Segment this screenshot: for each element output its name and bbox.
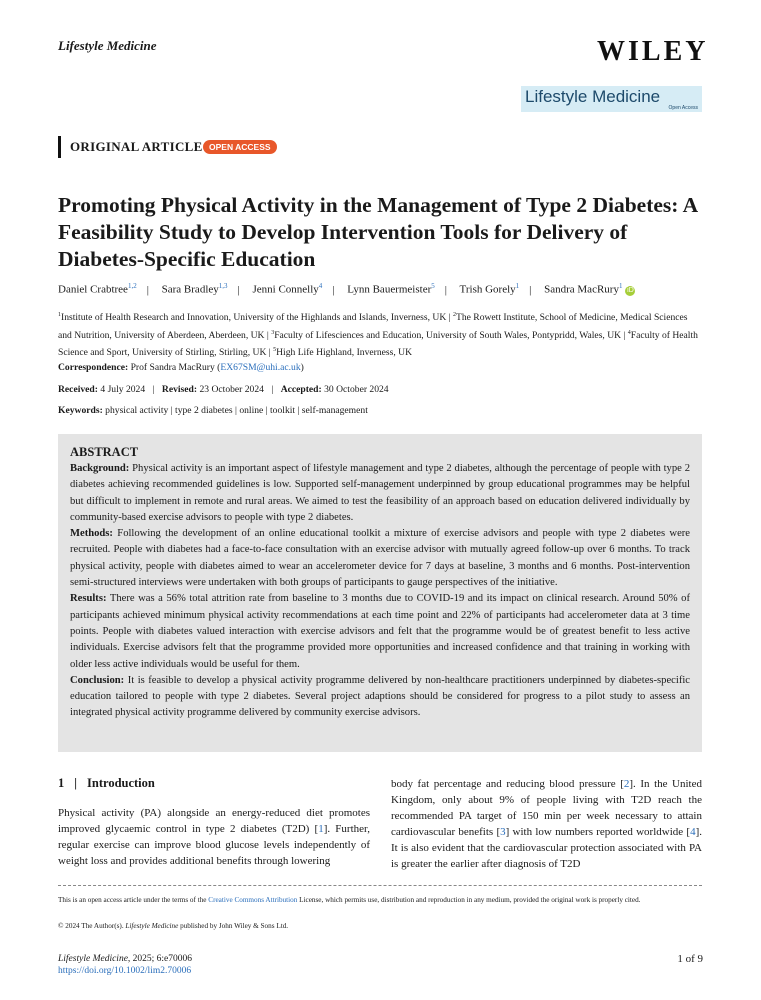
running-journal-title: Lifestyle Medicine xyxy=(58,38,157,53)
affiliation: Institute of Health Research and Innovation, University of the Highlands and Islands, Inverness, UK xyxy=(61,312,447,324)
author[interactable]: Sandra MacRury xyxy=(544,283,619,296)
article-dates: Received: 4 July 2024 | Revised: 23 October 2024 | Accepted: 30 October 2024 xyxy=(58,384,389,395)
keyword[interactable]: online xyxy=(239,405,264,416)
journal-logo-subtext: Open Access xyxy=(668,105,698,111)
citation-footer: Lifestyle Medicine, 2025; 6:e70006 https://doi.org/10.1002/lim2.70006 xyxy=(58,954,193,976)
author-affiliation-ref[interactable]: 5 xyxy=(431,282,435,290)
author-affiliation-ref[interactable]: 1,2 xyxy=(127,282,137,290)
doi-link[interactable]: https://doi.org/10.1002/lim2.70006 xyxy=(58,966,192,976)
correspondence: Correspondence: Prof Sandra MacRury (EX67SM@uhi.ac.uk) xyxy=(58,362,304,373)
journal-logo-text: Lifestyle Medicine xyxy=(525,87,661,106)
keyword[interactable]: toolkit xyxy=(270,405,296,416)
author[interactable]: Sara Bradley xyxy=(161,283,219,296)
abstract-conclusion: Conclusion: It is feasible to develop a physical activity programme delivered by non-healthcare practitioners underpinned by diabetes-specific education tailored to people with type 2 diabetes. Several project adaptions should be considered for progress to a pilot study to assess an integrated physical activity programme delivered by community exercise advisors. xyxy=(70,674,690,719)
keyword[interactable]: self-management xyxy=(301,405,368,416)
journal-logo xyxy=(521,86,702,112)
abstract-heading: ABSTRACT xyxy=(70,445,139,459)
affiliation: High Life Highland, Inverness, UK xyxy=(276,347,412,359)
article-type: ORIGINAL ARTICLE xyxy=(70,139,203,154)
affiliation: The Rowett Institute, School of Medicine, Medical Sciences and Nutrition, University of Aberdeen, Aberdeen, UK xyxy=(58,312,688,341)
keyword[interactable]: physical activity xyxy=(105,405,169,416)
orcid-icon[interactable]: iD xyxy=(627,286,634,294)
license-note: This is an open access article under the terms of the Creative Commons Attribution License, which permits use, distribution and reproduction in any medium, provided the original work is properly cited. xyxy=(58,896,641,904)
reference-link[interactable]: 1 xyxy=(318,823,324,835)
keywords: Keywords: physical activity | type 2 diabetes | online | toolkit | self-management xyxy=(58,405,368,416)
author[interactable]: Jenni Connelly xyxy=(252,283,319,296)
author-list: Daniel Crabtree$^{1,2}$ | Sara Bradley$^{1,3}$ | Jenni Connelly$^4$ | Lynn Bauermeister$^5$ | Trish Gorely$^1$ | Sandra MacRury$^1$iD xyxy=(58,282,634,296)
section-heading-introduction: 1 | Introduction xyxy=(58,776,155,790)
open-access-badge: OPEN ACCESS xyxy=(203,140,277,154)
body-column-left: Physical activity (PA) alongside an energy-reduced diet promotes improved glycaemic control in type 2 diabetes (T2D) [1]. Further, regular exercise can improve blood glucose levels independently of weight loss and provides additional benefits through lowering xyxy=(58,807,370,867)
affiliations: $^1$Institute of Health Research and Innovation, University of the Highlands and Islands, Inverness, UK | $^2$The Rowett Institute, School of Medicine, Medical Sciences and Nutrition, University of Aberdeen, Aberdeen, UK | $^3$Faculty of Lifesciences and Education, University of South Wales, Pontypridd, Wales, UK | $^4$Faculty of Health Science and Sport, University of Stirling, Stirling, UK | $^5$High Life Highland, Inverness, UK xyxy=(58,312,698,359)
abstract-results: Results: There was a 56% total attrition rate from baseline to 3 months due to COVID-19 and its impact on clinical research. Around 50% of participants achieved minimum physical activity recommendations at each time point and 22% of participants had accelerometer data at 3 time points. People with diabetes valued interaction with exercise advisors and felt that the programme would be of greatest benefit to less active individuals. Exercise advisors felt that the programme provided more opportunities and increased confidence and that training in working with older less active individuals would be useful for them. xyxy=(70,593,690,670)
article-title: Promoting Physical Activity in the Management of Type 2 Diabetes: A Feasibility Study to Develop Intervention Tools for Delivery of Diabetes-Specific Education xyxy=(58,193,697,271)
author[interactable]: Trish Gorely xyxy=(459,283,516,296)
author[interactable]: Lynn Bauermeister xyxy=(347,283,432,296)
author-affiliation-ref[interactable]: 1 xyxy=(515,282,520,290)
author-affiliation-ref[interactable]: 1,3 xyxy=(218,282,228,290)
author[interactable]: Daniel Crabtree xyxy=(58,283,128,296)
keyword[interactable]: type 2 diabetes xyxy=(175,405,233,416)
abstract-background: Background: Physical activity is an important aspect of lifestyle management and type 2 diabetes, although the percentage of people with type 2 diabetes achieving recommended guidelines is low. Supported self-management underpinned by group educational programmes may be helpful but difficult to implement in remote and rural areas. We aimed to test the feasibility of an approach based on education delivered individually by community-based exercise advisors to people with type 2 diabetes. xyxy=(70,463,690,523)
correspondence-email-link[interactable]: EX67SM@uhi.ac.uk xyxy=(220,362,301,373)
copyright-note: © 2024 The Author(s). Lifestyle Medicine published by John Wiley & Sons Ltd. xyxy=(58,922,289,930)
reference-link[interactable]: 3 xyxy=(500,826,506,838)
reference-link[interactable]: 4 xyxy=(690,826,696,838)
reference-link[interactable]: 2 xyxy=(623,778,630,790)
abstract-methods: Methods: Following the development of an online educational toolkit a mixture of exercise advisors and people with type 2 diabetes were recruited. People with diabetes had a face-to-face consultation with an exercise advisor with mutually agreed follow-up over 6 months. To track physical activity, people with diabetes aimed to wear an accelerometer device for 7 days at baseline, 3 months and 6 months. Post-intervention semi-structured interviews were undertaken with both groups of participants to gauge perspectives of the initiative. xyxy=(70,528,690,589)
page-number: 1 of 9 xyxy=(677,953,703,965)
publisher-logo: WILEY xyxy=(597,36,709,67)
author-affiliation-ref[interactable]: 1 xyxy=(618,282,623,290)
author-affiliation-ref[interactable]: 4 xyxy=(318,282,323,290)
article-type-bar xyxy=(58,136,61,158)
affiliation: Faculty of Health Science and Sport, University of Stirling, Stirling, UK xyxy=(58,329,698,359)
abstract-box xyxy=(58,434,702,752)
body-column-right: body fat percentage and reducing blood pressure [2]. In the United Kingdom, only about 9% of people living with T2D reach the recommended PA target of 150 min per week necessary to attain cardiovascular benefits [3] with low numbers reported worldwide [4]. It is also evident that the cardiovascular protection associated with PA is greater the earlier after diagnosis of T2D xyxy=(391,778,702,870)
affiliation: Faculty of Lifesciences and Education, University of South Wales, Pontypridd, Wales, UK xyxy=(274,329,622,341)
footnote-divider xyxy=(58,885,702,886)
license-link[interactable]: Creative Commons Attribution xyxy=(208,896,298,904)
